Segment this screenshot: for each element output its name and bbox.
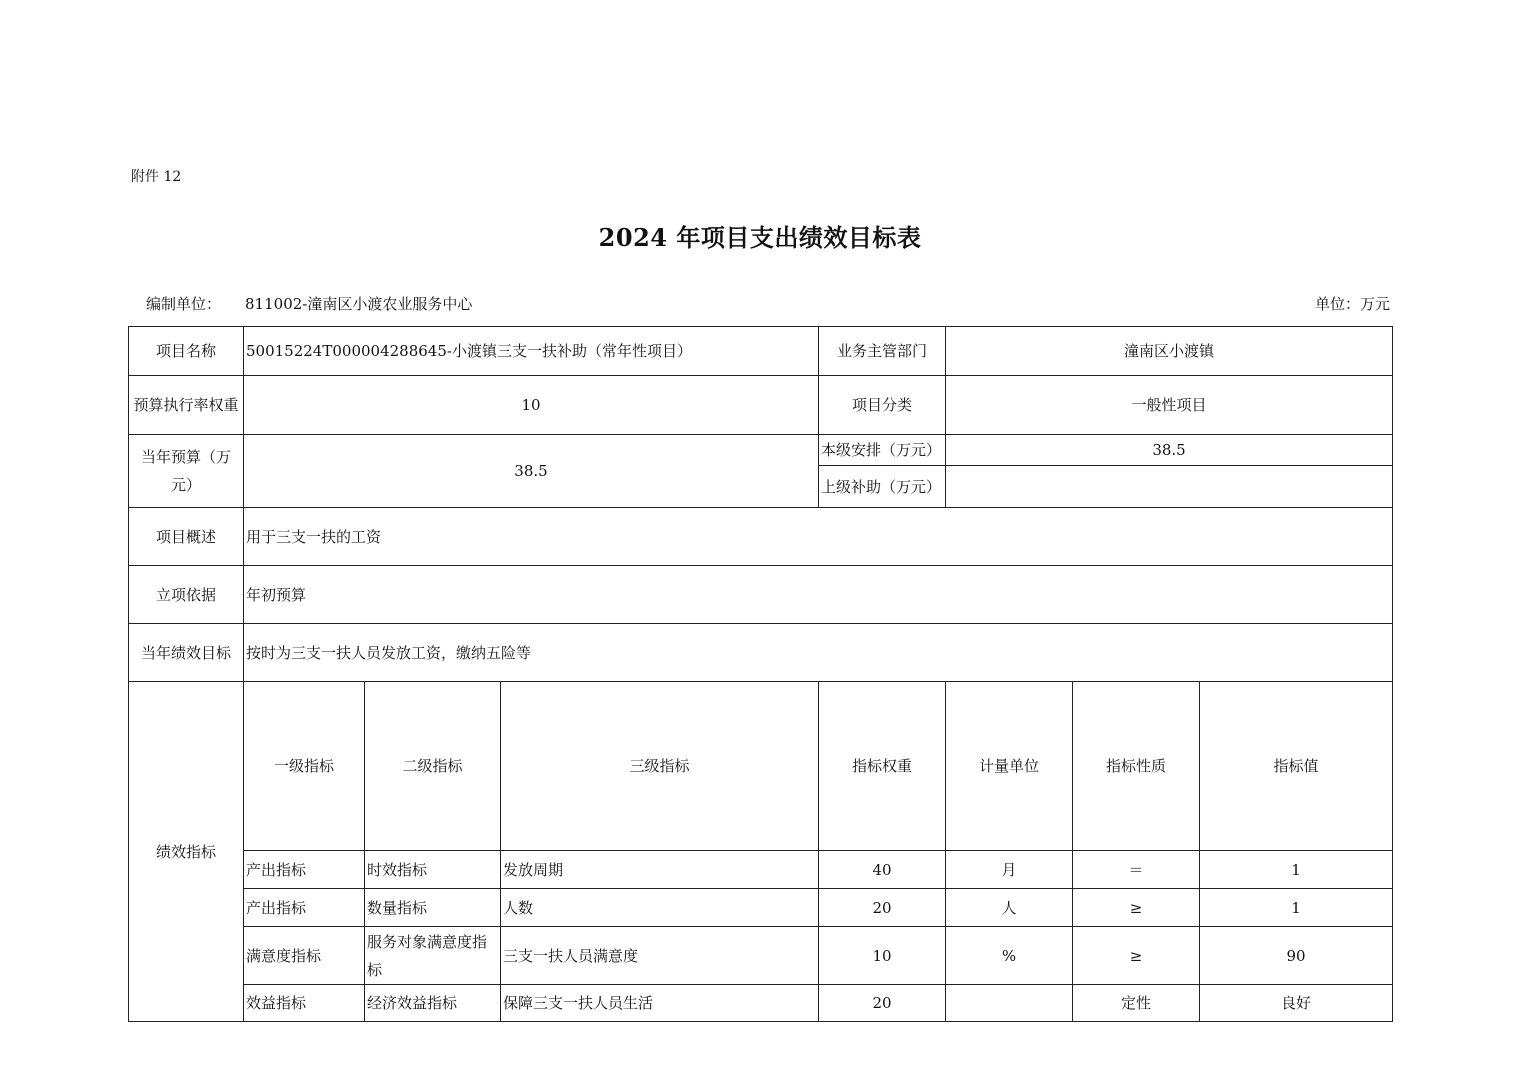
row-nature: ＝ [1073, 851, 1200, 889]
attachment-label: 附件 12 [131, 169, 182, 185]
row-level2: 时效指标 [365, 851, 501, 889]
row-level2: 数量指标 [365, 889, 501, 927]
exec-weight-row [129, 376, 1393, 435]
table-row [129, 985, 1393, 1022]
header-level1: 一级指标 [244, 682, 365, 851]
goal-label: 当年绩效目标 [129, 624, 244, 682]
row-level3: 三支一扶人员满意度 [501, 927, 819, 985]
performance-table [128, 326, 1393, 1022]
table-row [129, 927, 1393, 985]
header-level3: 三级指标 [501, 682, 819, 851]
project-name-row [129, 327, 1393, 376]
basis-value: 年初预算 [244, 566, 1393, 624]
row-nature: ≥ [1073, 889, 1200, 927]
row-level2: 经济效益指标 [365, 985, 501, 1022]
row-level2: 服务对象满意度指标 [365, 927, 501, 985]
basis-row [129, 566, 1393, 624]
goal-value: 按时为三支一扶人员发放工资，缴纳五险等 [244, 624, 1393, 682]
page-title: 2024 年项目支出绩效目标表 [598, 223, 922, 252]
row-level1: 产出指标 [244, 889, 365, 927]
local-budget-value: 38.5 [946, 435, 1393, 466]
header-weight: 指标权重 [819, 682, 946, 851]
local-budget-label: 本级安排（万元） [819, 435, 946, 466]
budget-value: 38.5 [244, 435, 819, 508]
row-value: 良好 [1200, 985, 1393, 1022]
table-row [129, 851, 1393, 889]
row-weight: 20 [819, 985, 946, 1022]
row-unit: 月 [946, 851, 1073, 889]
budget-row [129, 435, 1393, 466]
org-line [146, 293, 472, 314]
row-value: 1 [1200, 889, 1393, 927]
overview-value: 用于三支一扶的工资 [244, 508, 1393, 566]
goal-row [129, 624, 1393, 682]
header-unit: 计量单位 [946, 682, 1073, 851]
exec-weight-value: 10 [244, 376, 819, 435]
row-nature: 定性 [1073, 985, 1200, 1022]
row-unit: % [946, 927, 1073, 985]
org-label: 编制单位： [146, 295, 222, 313]
header-level2: 二级指标 [365, 682, 501, 851]
row-unit [946, 985, 1073, 1022]
upper-budget-value [946, 466, 1393, 508]
org-value: 811002-潼南区小渡农业服务中心 [245, 295, 473, 313]
row-level3: 保障三支一扶人员生活 [501, 985, 819, 1022]
category-value: 一般性项目 [946, 376, 1393, 435]
exec-weight-label: 预算执行率权重 [129, 376, 244, 435]
row-level1: 满意度指标 [244, 927, 365, 985]
row-value: 90 [1200, 927, 1393, 985]
dept-label: 业务主管部门 [819, 327, 946, 376]
row-level3: 发放周期 [501, 851, 819, 889]
header-value: 指标值 [1200, 682, 1393, 851]
basis-label: 立项依据 [129, 566, 244, 624]
overview-row [129, 508, 1393, 566]
overview-label: 项目概述 [129, 508, 244, 566]
unit-label: 单位：万元 [1314, 295, 1390, 313]
row-weight: 40 [819, 851, 946, 889]
indicator-header-row [129, 682, 1393, 851]
row-level1: 产出指标 [244, 851, 365, 889]
dept-value: 潼南区小渡镇 [946, 327, 1393, 376]
indicators-section-label: 绩效指标 [129, 682, 244, 1022]
row-level3: 人数 [501, 889, 819, 927]
budget-label: 当年预算（万元） [129, 435, 244, 508]
upper-budget-label: 上级补助（万元） [819, 466, 946, 508]
category-label: 项目分类 [819, 376, 946, 435]
header-nature: 指标性质 [1073, 682, 1200, 851]
row-value: 1 [1200, 851, 1393, 889]
row-nature: ≥ [1073, 927, 1200, 985]
row-unit: 人 [946, 889, 1073, 927]
row-weight: 20 [819, 889, 946, 927]
row-level1: 效益指标 [244, 985, 365, 1022]
row-weight: 10 [819, 927, 946, 985]
table-row [129, 889, 1393, 927]
project-name-value: 50015224T000004288645-小渡镇三支一扶补助（常年性项目） [244, 327, 819, 376]
project-name-label: 项目名称 [129, 327, 244, 376]
